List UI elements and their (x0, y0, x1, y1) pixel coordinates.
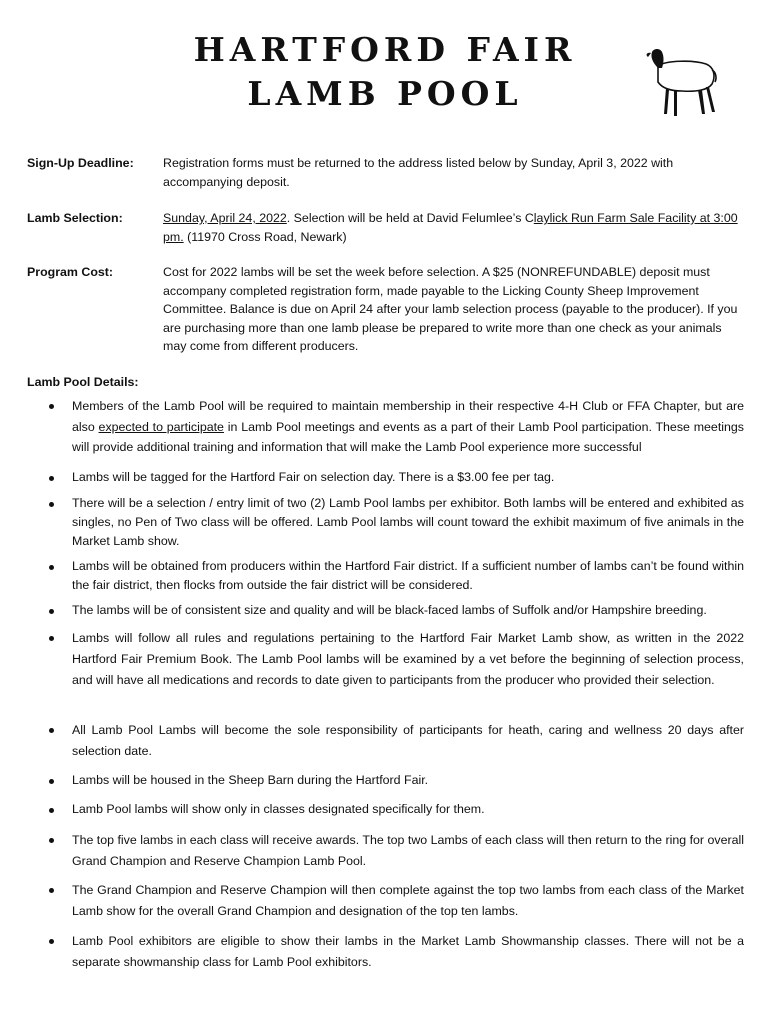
selection-address: (11970 Cross Road, Newark) (183, 229, 347, 244)
item1-text-a: Members of the Lamb Pool will be required to maintain membership in their respective 4-H Club or FFA Chapter, but are also (72, 399, 744, 434)
selection-date: Sunday, April 24, 2022 (163, 211, 287, 225)
selection-place: laylick Run Farm Sale Facility at 3:00 pm. (163, 211, 738, 244)
sheep-icon (636, 44, 726, 122)
bullet-icon (49, 609, 54, 614)
bullet-icon (49, 476, 54, 481)
bullet-icon (49, 808, 54, 813)
list-item-text: Lambs will be obtained from producers within the Hartford Fair district. If a sufficient number of lambs can’t be found within the fair district, then flocks from outside the fair district will be considered. (72, 559, 744, 592)
list-item-text: The top five lambs in each class will receive awards. The top two Lambs of each class will then return to the ring for overall Grand Champion and Reserve Champion Lamb Pool. (72, 833, 744, 868)
signup-deadline-text: Registration forms must be returned to the address listed below by Sunday, April 3, 2022 with accompanying deposit. (163, 156, 674, 189)
signup-deadline-label: Sign-Up Deadline: (27, 156, 134, 170)
bullet-icon (49, 728, 54, 733)
selection-text-mid: . Selection will be held at David Felumlee’s C (286, 211, 534, 225)
list-item-text: All Lamb Pool Lambs will become the sole responsibility of participants for heath, caring and wellness 20 days after selection date. (72, 723, 744, 758)
bullet-icon (49, 779, 54, 784)
item1-underlined: expected to participate (98, 419, 224, 434)
list-item-text: There will be a selection / entry limit of two (2) Lamb Pool lambs per exhibitor. Both lambs will be entered and exhibited as singles, no Pen of Two class will be offered. Lamb Pool lambs will count toward the exhibit maximum of five animals in the Market Lamb show. (72, 496, 744, 548)
program-cost-label: Program Cost: (27, 265, 114, 279)
bullet-icon (49, 939, 54, 944)
list-item-text: The Grand Champion and Reserve Champion will then complete against the top two lambs from each class of the Market Lamb show for the overall Grand Champion and designation of the top ten lambs. (72, 883, 744, 918)
item1-text-b: in Lamb Pool meetings and events as a part of their Lamb Pool participation. These meetings will provide additional training and information that will make the Lamb Pool experience more successful (72, 419, 744, 454)
bullet-icon (49, 404, 54, 409)
bullet-icon (49, 502, 54, 507)
bullet-icon (49, 636, 54, 641)
lamb-selection-text (163, 209, 743, 246)
bullet-icon (49, 888, 54, 893)
list-item-text (72, 396, 744, 458)
title-line-2: LAMB POOL (247, 74, 523, 113)
bullet-icon (49, 838, 54, 843)
list-item-text: Lambs will follow all rules and regulations pertaining to the Hartford Fair Market Lamb show, as written in the 2022 Hartford Fair Premium Book. The Lamb Pool lambs will be examined by a vet before the beginning of selection process, and will have all medications and records to date given to participants from the producer who provided their selection. (72, 631, 744, 687)
list-item-text: Lamb Pool lambs will show only in classes designated specifically for them. (72, 802, 485, 816)
list-item-text: The lambs will be of consistent size and quality and will be black-faced lambs of Suffolk and/or Hampshire breeding. (72, 603, 707, 617)
list-item-text: Lambs will be tagged for the Hartford Fair on selection day. There is a $3.00 fee per tag. (72, 470, 555, 484)
program-cost-text: Cost for 2022 lambs will be set the week before selection. A $25 (NONREFUNDABLE) deposit must accompany completed registration form, made payable to the Licking County Sheep Improvement Committee. Balance is due on April 24 after your lamb selection process (payable to the producer). If you are purchasing more than one lamb please be prepared to write more than one check as your animals may come from different producers. (163, 265, 738, 353)
details-heading: Lamb Pool Details: (27, 375, 139, 389)
lamb-selection-label: Lamb Selection: (27, 211, 123, 225)
bullet-icon (49, 565, 54, 570)
title-line-1: HARTFORD FAIR (193, 30, 577, 69)
list-item-text: Lamb Pool exhibitors are eligible to show their lambs in the Market Lamb Showmanship classes. There will not be a separate showmanship class for Lamb Pool exhibitors. (72, 934, 744, 969)
list-item-text: Lambs will be housed in the Sheep Barn during the Hartford Fair. (72, 773, 429, 787)
